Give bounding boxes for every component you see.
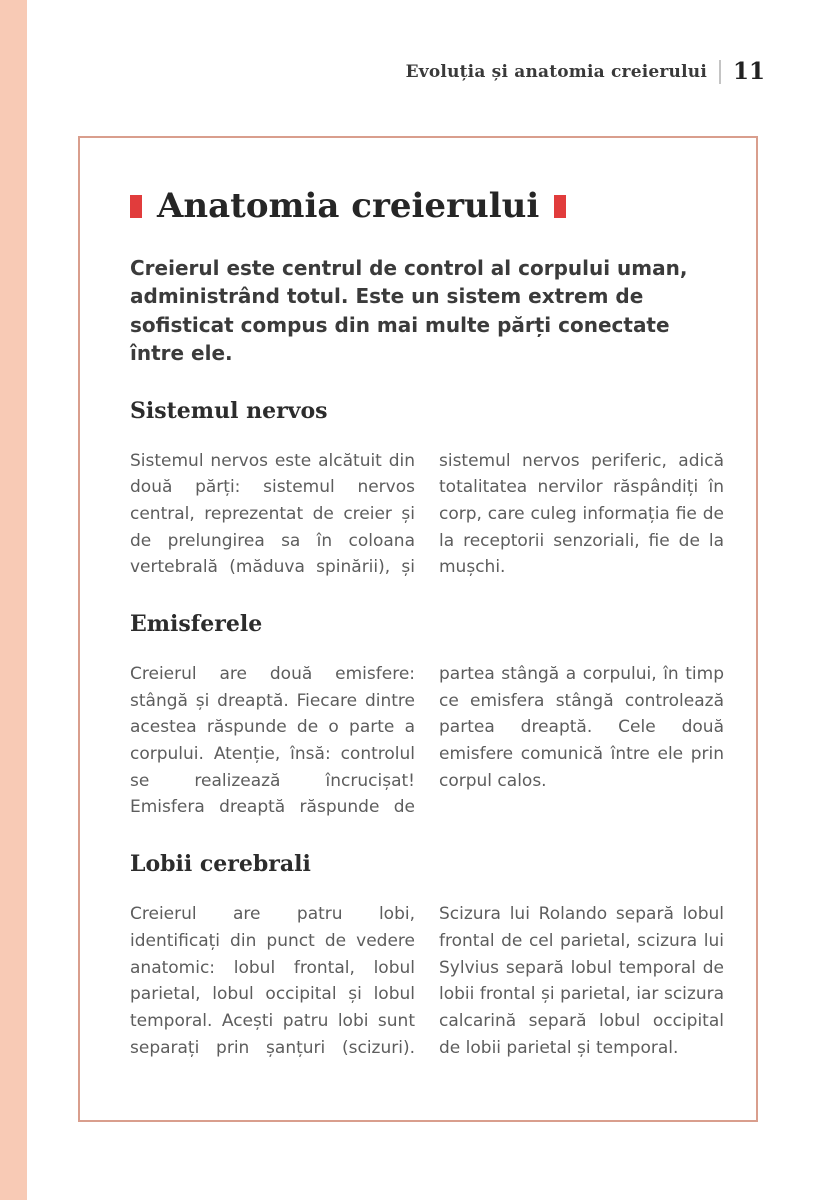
section-body-emisferele: Creierul are două emisfere: stângă și dreaptă. Fiecare dintre acestea răspunde de o parte a corpului. Atenție, însă: controlul se realizează încrucișat! Emisfera dreaptă răspunde de partea stângă a corpului, în timp ce emisfera stângă controlează partea dreaptă. Cele două emisfere comunică între ele prin corpul calos. <box>130 664 724 818</box>
chapter-title: Evoluția și anatomia creierului <box>405 61 707 82</box>
intro-paragraph: Creierul este centrul de control al corpului uman, administrând totul. Este un sistem extrem de sofisticat compus din mai multe părți conectate între ele. <box>130 256 688 366</box>
title-marker-right-icon <box>554 195 566 218</box>
page-edge-strip <box>0 0 27 1200</box>
running-header <box>406 58 765 85</box>
section-sistemul-nervos <box>130 398 722 581</box>
section-heading-sistemul-nervos: Sistemul nervos <box>130 397 328 424</box>
section-heading-lobii-cerebrali: Lobii cerebrali <box>130 851 311 878</box>
article-title <box>130 186 722 226</box>
page-number: 11 <box>732 58 765 85</box>
section-emisferele <box>130 611 722 821</box>
header-separator <box>719 60 721 84</box>
content-box <box>78 136 758 1122</box>
section-body-lobii-cerebrali: Creierul are patru lobi, identificați din punct de vedere anatomic: lobul frontal, lobul parietal, lobul occipital și lobul temporal. Acești patru lobi sunt separați prin șanțuri (scizuri). Scizura lui Rolando separă lobul frontal de cel parietal, scizura lui Sylvius separă lobul temporal de lobii frontal și parietal, iar scizura calcarină separă lobul occipital de lobii parietal și temporal. <box>130 904 724 1058</box>
title-marker-left-icon <box>130 195 142 218</box>
article-title-text: Anatomia creierului <box>157 186 540 226</box>
section-lobii-cerebrali <box>130 851 722 1061</box>
section-heading-emisferele: Emisferele <box>130 611 263 637</box>
section-body-sistemul-nervos: Sistemul nervos este alcătuit din două părți: sistemul nervos central, reprezentat de creier și de prelungirea sa în coloana vertebrală (măduva spinării), și sistemul nervos periferic, adică totalitatea nervilor răspândiți în corp, care culeg informația fie de la receptorii senzoriali, fie de la mușchi. <box>130 450 724 578</box>
